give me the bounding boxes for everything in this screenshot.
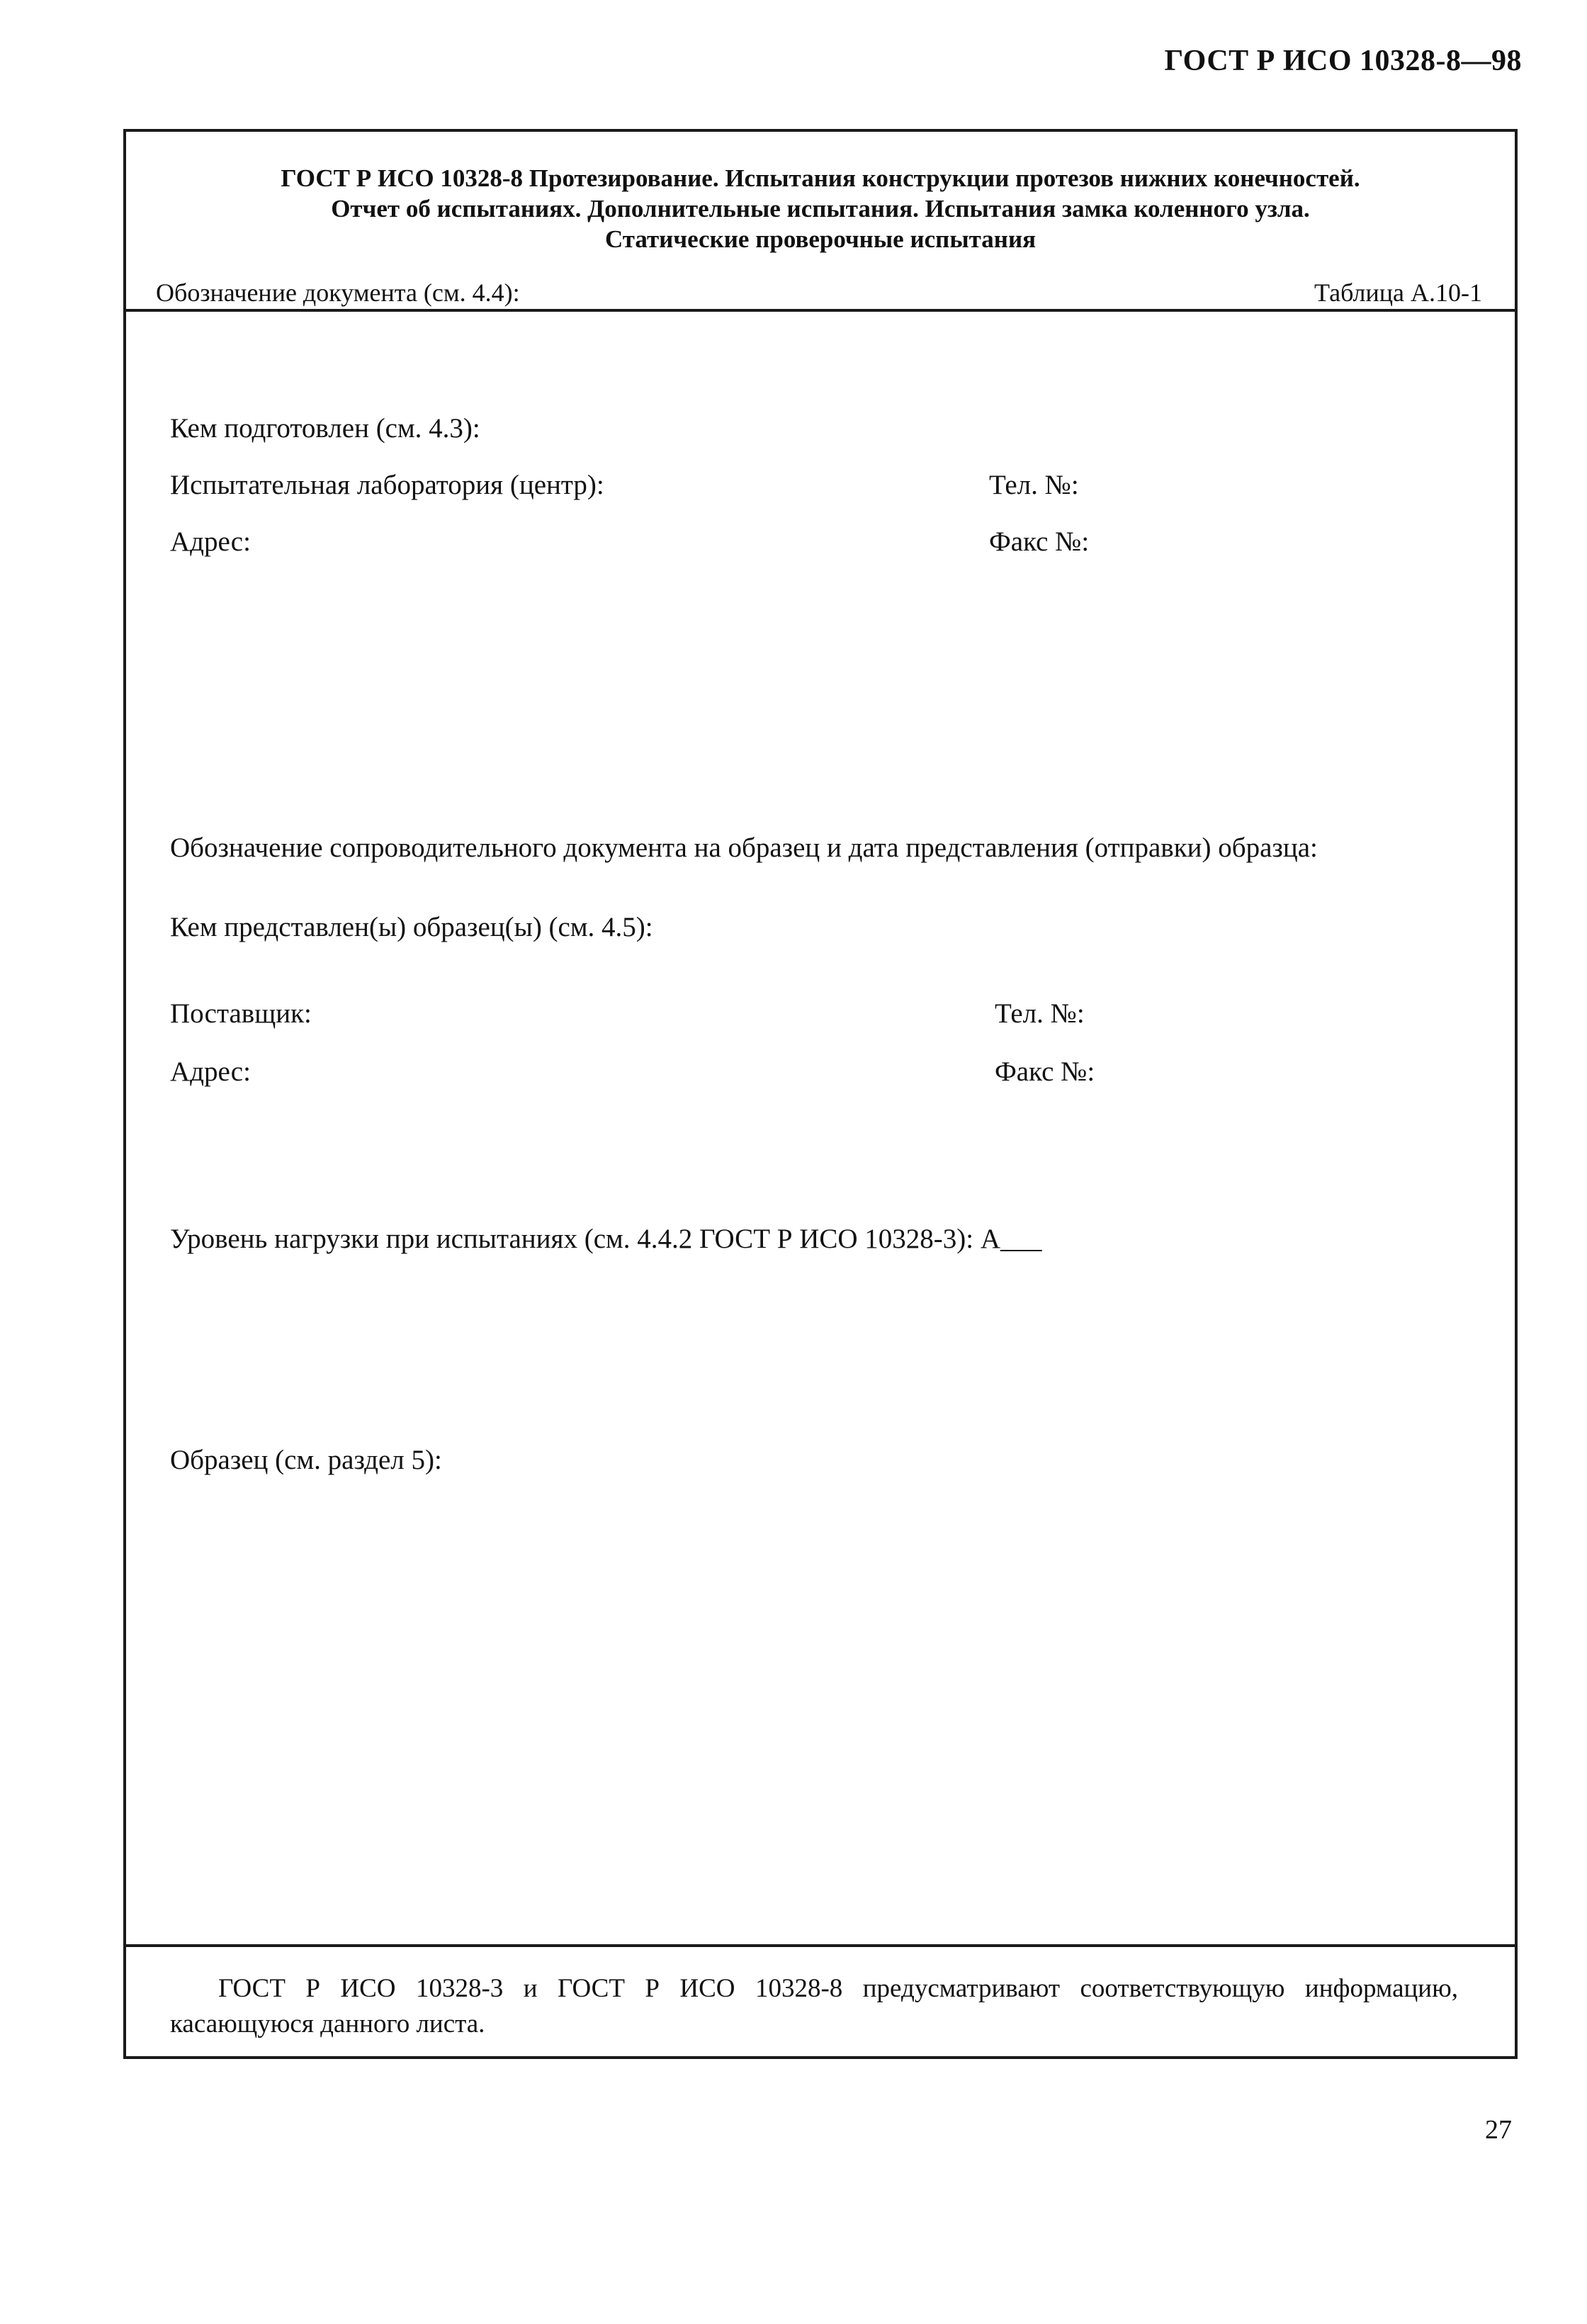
form-title-line-2: Отчет об испытаниях. Дополнительные испытания. Испытания замка коленного узла.	[331, 195, 1310, 222]
supplier-label: Поставщик:	[170, 998, 312, 1029]
form-title-line-3: Статические проверочные испытания	[604, 225, 1037, 253]
lab-fax-label: Факс №:	[989, 526, 1090, 557]
page-number: 27	[1485, 2115, 1512, 2145]
footer-divider	[126, 1944, 1515, 1947]
supplier-address-label: Адрес:	[170, 1056, 251, 1087]
doc-designation-label: Обозначение документа (см. 4.4):	[156, 278, 520, 307]
supplier-fax-label: Факс №:	[995, 1056, 1095, 1087]
table-reference: Таблица А.10-1	[1314, 278, 1482, 307]
document-reference-row	[156, 278, 1482, 308]
supplier-phone-label: Тел. №:	[995, 998, 1085, 1029]
form-title	[126, 163, 1515, 254]
submitted-by-label: Кем представлен(ы) образец(ы) (см. 4.5):	[170, 912, 653, 942]
report-form-frame	[123, 129, 1518, 2059]
sample-label: Образец (см. раздел 5):	[170, 1445, 442, 1475]
standard-code-header: ГОСТ Р ИСО 10328-8—98	[1164, 45, 1522, 77]
accompanying-doc-label: Обозначение сопроводительного документа на образец и дата представления (отправки) образца:	[170, 833, 1318, 863]
form-title-line-1: ГОСТ Р ИСО 10328-8 Протезирование. Испытания конструкции протезов нижних конечностей.	[281, 164, 1360, 192]
lab-phone-label: Тел. №:	[989, 470, 1079, 500]
header-divider	[126, 309, 1515, 312]
lab-address-label: Адрес:	[170, 526, 251, 557]
load-level-label: Уровень нагрузки при испытаниях (см. 4.4.2 ГОСТ Р ИСО 10328-3): А___	[170, 1224, 1042, 1254]
prepared-by-label: Кем подготовлен (см. 4.3):	[170, 413, 480, 444]
footer-note: ГОСТ Р ИСО 10328-3 и ГОСТ Р ИСО 10328-8 предусматривают соответствующую информацию, касающуюся данного листа.	[170, 1974, 1458, 2038]
lab-label: Испытательная лаборатория (центр):	[170, 470, 604, 500]
